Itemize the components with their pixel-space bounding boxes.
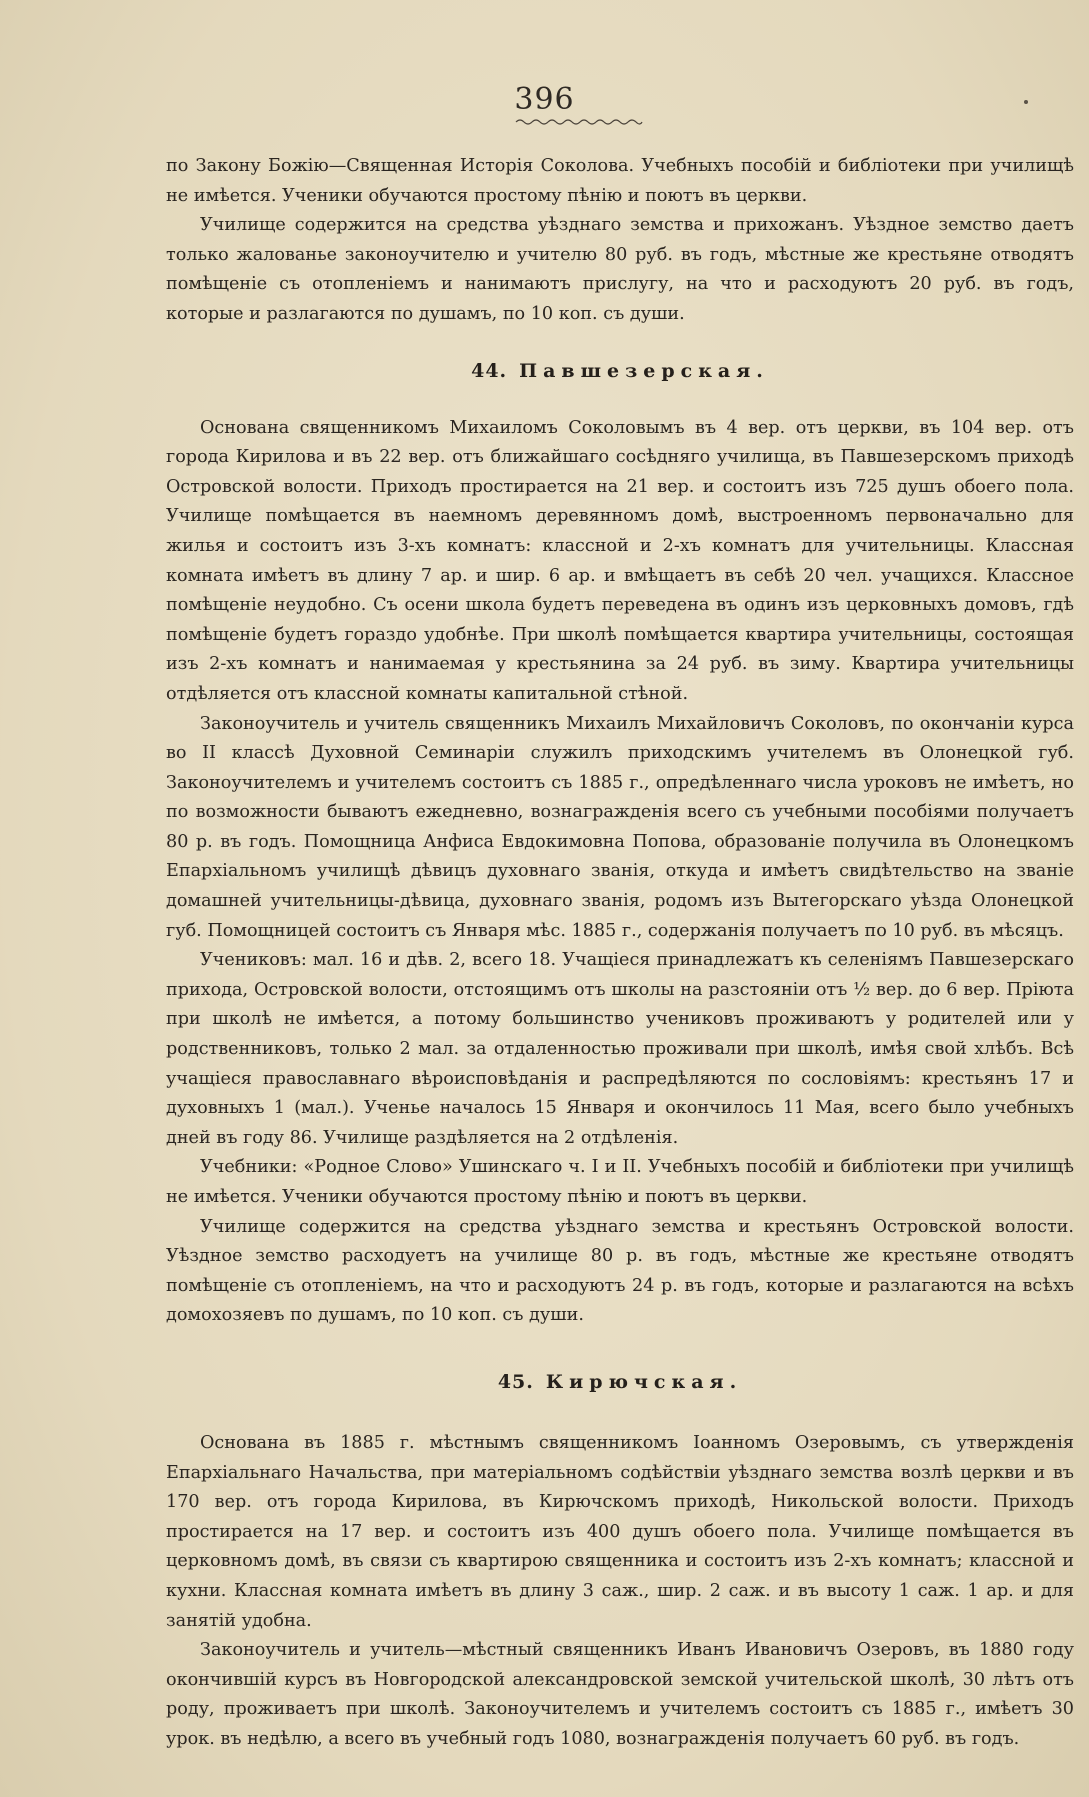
section-44-paragraph-3: Учениковъ: мал. 16 и дѣв. 2, всего 18. Учащіеся принадлежатъ къ селеніямъ Павшезерскаго прихода, Островской волости, отстоящимъ отъ школы на разстояніи отъ ½ вер. до 6 вер. Пріюта при школѣ не имѣется, а потому большинство учениковъ проживаютъ у родителей или у родственниковъ, только 2 мал. за отдаленностью проживали при школѣ, имѣя свой хлѣбъ. Всѣ учащіеся православнаго вѣроисповѣданія и распредѣляются по сословіямъ: крестьянъ 17 и духовныхъ 1 (мал.). Ученье началось 15 Января и окончилось 11 Мая, всего было учебныхъ дней въ году 86. Училище раздѣляется на 2 отдѣленія. xyxy=(166,950,1074,1148)
intro-paragraph-2: Училище содержится на средства уѣзднаго земства и прихожанъ. Уѣздное земство даетъ только жалованье законоучителю и учителю 80 руб. въ годъ, мѣстные же крестьяне отводятъ помѣщеніе съ отопленіемъ и нанимаютъ прислугу, на что и расходуютъ 20 руб. въ годъ, которые и разлагаются по душамъ, по 10 коп. съ души. xyxy=(166,215,1074,324)
section-44-heading xyxy=(166,360,1074,382)
section-44-paragraph-5: Училище содержится на средства уѣзднаго земства и крестьянъ Островской волости. Уѣздное земство расходуетъ на училище 80 р. въ годъ, мѣстные же крестьяне отводятъ помѣщеніе съ отопленіемъ, на что и расходуютъ 24 р. въ годъ, которые и разлагаются на всѣхъ домохозяевъ по душамъ, по 10 коп. съ души. xyxy=(166,1216,1074,1326)
section-45-heading xyxy=(166,1371,1074,1393)
section-45-paragraph-1: Основана въ 1885 г. мѣстнымъ священникомъ Іоанномъ Озеровымъ, съ утвержденія Епархіальнаго Начальства, при матеріальномъ содѣйствіи уѣзднаго земства возлѣ церкви и въ 170 вер. отъ города Кирилова, въ Кирючскомъ приходѣ, Никольской волости. Приходъ простирается на 17 вер. и состоитъ изъ 400 душъ обоего пола. Училище помѣщается въ церковномъ домѣ, въ связи съ квартирою священника и состоитъ изъ 2-хъ комнатъ; классной и кухни. Классная комната имѣетъ въ длину 3 саж., шир. 2 саж. и въ высоту 1 саж. 1 ар. и для занятій удобна. xyxy=(166,1432,1074,1631)
page-number: 396 xyxy=(514,82,575,117)
section-45-title: Кирючская. xyxy=(545,1370,743,1393)
section-44-paragraph-1: Основана священникомъ Михаиломъ Соколовымъ въ 4 вер. отъ церкви, въ 104 вер. отъ города Кирилова и въ 22 вер. отъ ближайшаго сосѣдняго училища, въ Павшезерскомъ приходѣ Островской волости. Приходъ простирается на 21 вер. и состоитъ изъ 725 душъ обоего пола. Училище помѣщается въ наемномъ деревянномъ домѣ, выстроенномъ первоначально для жилья и состоитъ изъ 3-хъ комнатъ: классной и 2-хъ комнатъ для учительницы. Классная комната имѣетъ въ длину 7 ар. и шир. 6 ар. и вмѣщаетъ въ себѣ 20 чел. учащихся. Классное помѣщеніе неудобно. Съ осени школа будетъ переведена въ одинъ изъ церковныхъ домовъ, гдѣ помѣщеніе будетъ гораздо удобнѣе. При школѣ помѣщается квартира учительницы, состоящая изъ 2-хъ комнатъ и нанимаемая у крестьянина за 24 руб. въ зиму. Квартира учительницы отдѣляется отъ классной комнаты капитальной стѣной. xyxy=(166,417,1074,704)
page-body xyxy=(166,152,1074,1755)
scan-speck xyxy=(1024,100,1028,104)
page-number-ornament xyxy=(514,117,644,127)
intro-paragraph-1: по Закону Божію—Священная Исторія Соколова. Учебныхъ пособій и библіотеки при училищѣ не имѣется. Ученики обучаются простому пѣнію и поютъ въ церкви. xyxy=(166,156,1074,206)
section-44-paragraph-4: Учебники: «Родное Слово» Ушинскаго ч. I и II. Учебныхъ пособій и библіотеки при училищѣ не имѣется. Ученики обучаются простому пѣнію и поютъ въ церкви. xyxy=(166,1157,1074,1207)
section-44-paragraph-2: Законоучитель и учитель священникъ Михаилъ Михайловичъ Соколовъ, по окончаніи курса во II классѣ Духовной Семинаріи служилъ приходскимъ учителемъ въ Олонецкой губ. Законоучителемъ и учителемъ состоитъ съ 1885 г., опредѣленнаго числа уроковъ не имѣетъ, но по возможности бываютъ ежедневно, вознагражденія всего съ учебными пособіями получаетъ 80 р. въ годъ. Помощница Анфиса Евдокимовна Попова, образованіе получила въ Олонецкомъ Епархіальномъ училищѣ дѣвицъ духовнаго званія, откуда и имѣетъ свидѣтельство на званіе домашней учительницы-дѣвица, духовнаго званія, родомъ изъ Вытегорскаго уѣзда Олонецкой губ. Помощницей состоитъ съ Января мѣс. 1885 г., содержанія получаетъ по 10 руб. въ мѣсяцъ. xyxy=(166,713,1074,941)
section-44-number: 44. xyxy=(471,359,508,382)
section-44-title: Павшезерская. xyxy=(519,359,769,382)
section-45-number: 45. xyxy=(497,1370,534,1393)
section-45-paragraph-2: Законоучитель и учитель—мѣстный священникъ Иванъ Ивановичъ Озеровъ, въ 1880 году окончившій курсъ въ Новгородской александровской земской учительской школѣ, 30 лѣтъ отъ роду, проживаетъ при школѣ. Законоучителемъ и учителемъ состоитъ съ 1885 г., имѣетъ 30 урок. въ недѣлю, а всего въ учебный годъ 1080, вознагражденія получаетъ 60 руб. въ годъ. xyxy=(166,1640,1074,1749)
